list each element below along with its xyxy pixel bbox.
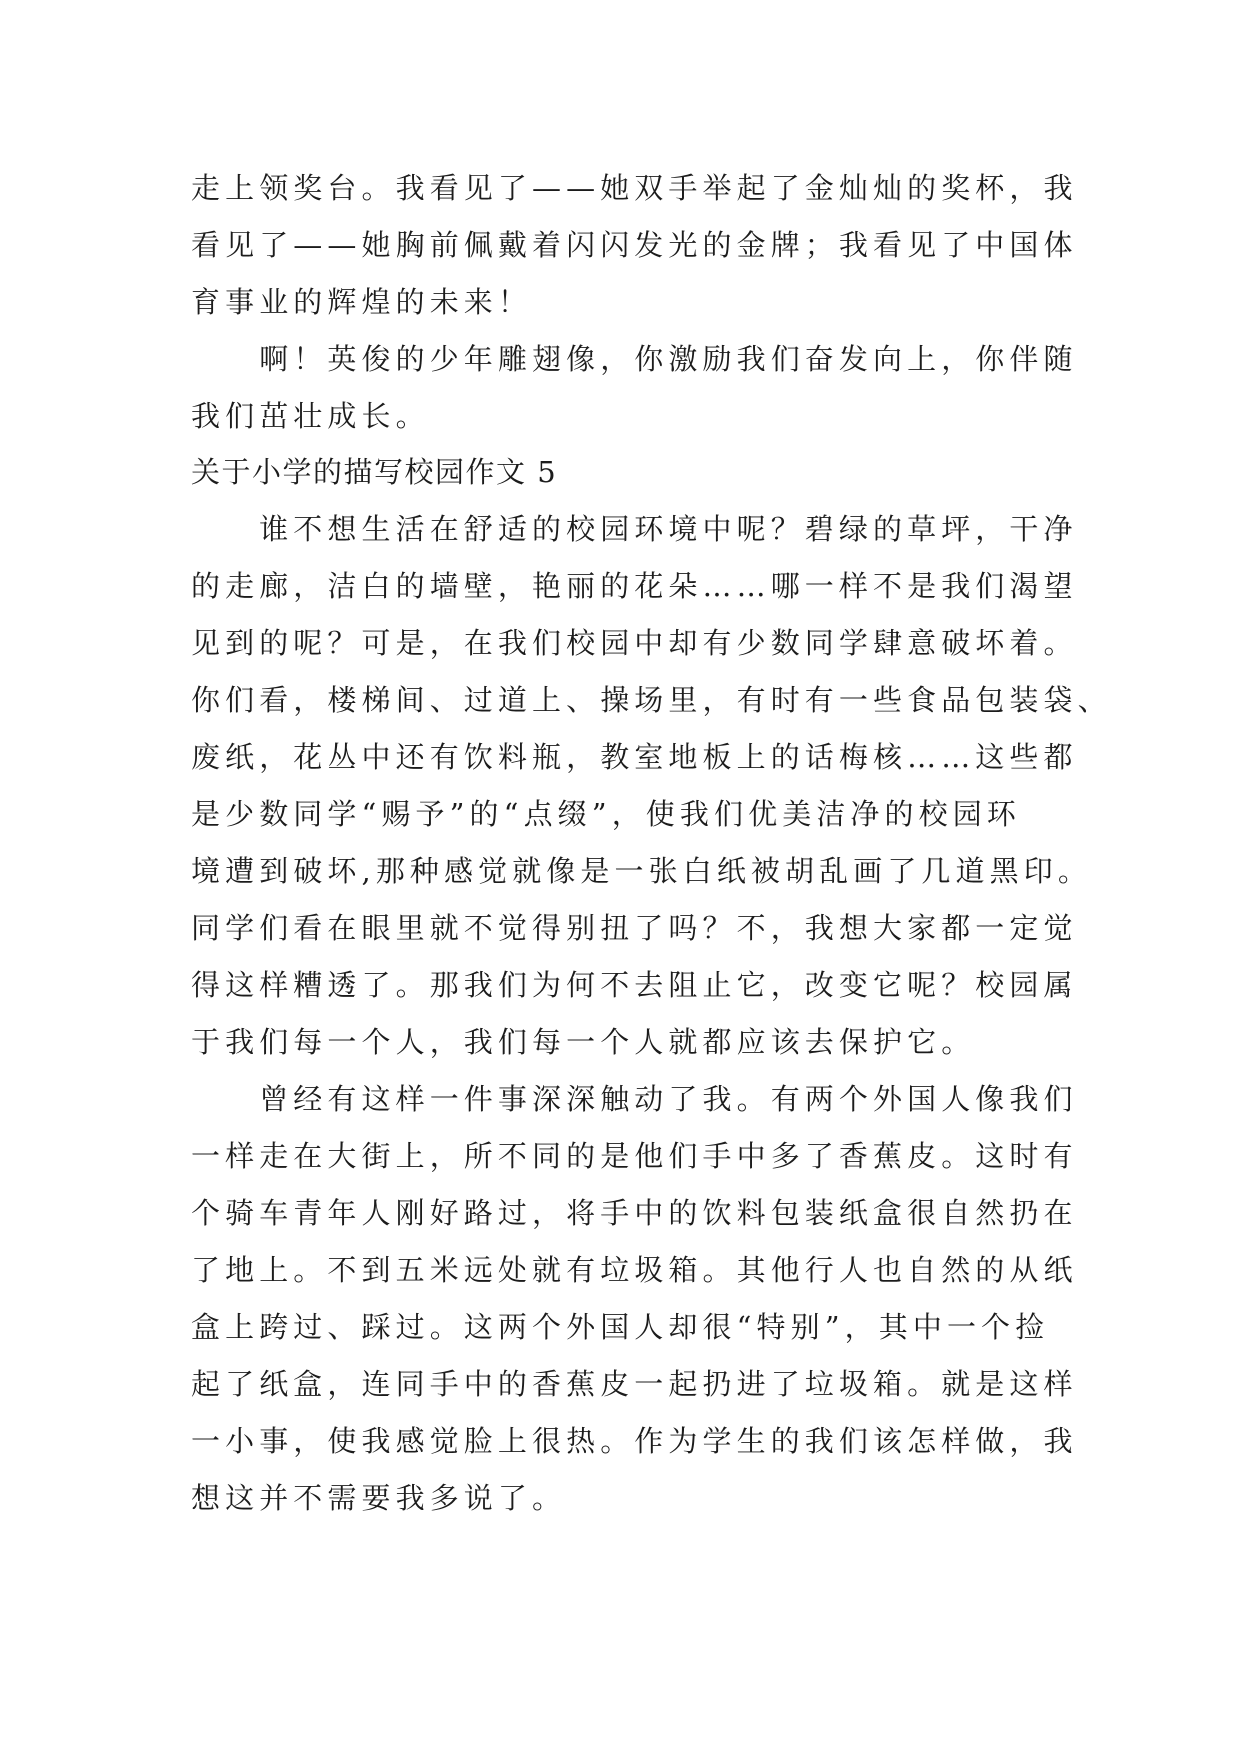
text-line: 废纸，花丛中还有饮料瓶，教室地板上的话梅核……这些都 (191, 740, 1078, 774)
text-line: 得这样糟透了。那我们为何不去阻止它，改变它呢？校园属 (191, 968, 1078, 1002)
section-heading: 关于小学的描写校园作文 5 (191, 455, 558, 489)
text-line: 个骑车青年人刚好路过，将手中的饮料包装纸盒很自然扔在 (191, 1196, 1078, 1230)
text-line: 谁不想生活在舒适的校园环境中呢？碧绿的草坪，干净 (191, 512, 1078, 546)
text-line: 我们茁壮成长。 (191, 399, 430, 433)
text-line: 一样走在大街上，所不同的是他们手中多了香蕉皮。这时有 (191, 1139, 1078, 1173)
text-line: 走上领奖台。我看见了——她双手举起了金灿灿的奖杯，我 (191, 171, 1078, 205)
text-line: 你们看，楼梯间、过道上、操场里，有时有一些食品包装袋、 (191, 683, 1112, 717)
text-line: 看见了——她胸前佩戴着闪闪发光的金牌；我看见了中国体 (191, 228, 1078, 262)
text-line: 啊！英俊的少年雕翅像，你激励我们奋发向上，你伴随 (191, 342, 1078, 376)
text-line: 育事业的辉煌的未来！ (191, 285, 533, 319)
text-line: 一小事，使我感觉脸上很热。作为学生的我们该怎样做，我 (191, 1424, 1078, 1458)
text-line: 想这并不需要我多说了。 (191, 1481, 567, 1515)
text-line: 于我们每一个人，我们每一个人就都应该去保护它。 (191, 1025, 976, 1059)
text-line: 曾经有这样一件事深深触动了我。有两个外国人像我们 (191, 1082, 1078, 1116)
text-line: 盒上跨过、踩过。这两个外国人却很“特别”，其中一个捡 (191, 1310, 1050, 1344)
text-line: 见到的呢？可是，在我们校园中却有少数同学肆意破坏着。 (191, 626, 1078, 660)
text-line: 同学们看在眼里就不觉得别扭了吗？不，我想大家都一定觉 (191, 911, 1078, 945)
text-line: 起了纸盒，连同手中的香蕉皮一起扔进了垃圾箱。就是这样 (191, 1367, 1078, 1401)
text-line: 了地上。不到五米远处就有垃圾箱。其他行人也自然的从纸 (191, 1253, 1078, 1287)
text-line: 境遭到破坏,那种感觉就像是一张白纸被胡乱画了几道黑印。 (191, 854, 1092, 888)
text-line: 是少数同学“赐予”的“点缀”，使我们优美洁净的校园环 (191, 797, 1021, 831)
text-line: 的走廊，洁白的墙壁，艳丽的花朵……哪一样不是我们渴望 (191, 569, 1078, 603)
